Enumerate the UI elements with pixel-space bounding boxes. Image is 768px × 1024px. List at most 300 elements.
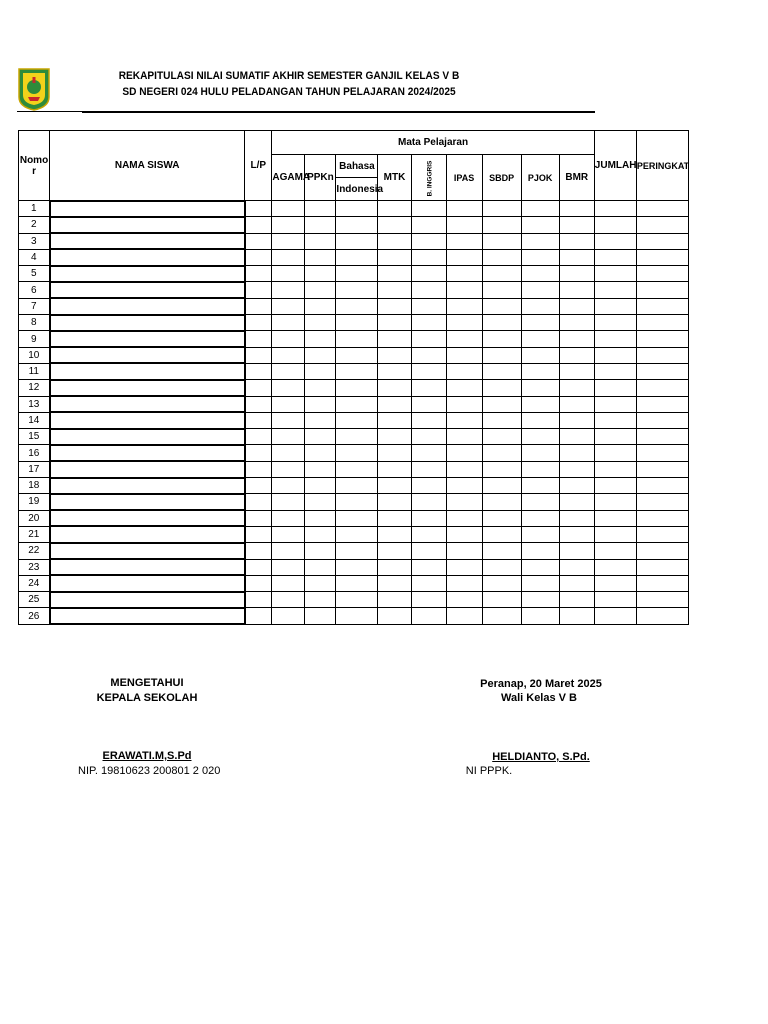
grade-cell — [411, 494, 446, 510]
row-number: 11 — [19, 363, 50, 379]
row-number: 8 — [19, 315, 50, 331]
grade-cell — [378, 217, 411, 233]
grade-cell — [482, 363, 521, 379]
header-jumlah: JUMLAH — [594, 131, 636, 201]
table-row — [19, 526, 689, 542]
table-row — [19, 315, 689, 331]
grade-cell — [636, 494, 688, 510]
grade-cell — [305, 461, 336, 477]
grade-cell — [245, 396, 272, 412]
grade-cell — [272, 266, 305, 282]
table-row — [19, 201, 689, 217]
grade-cell — [272, 494, 305, 510]
grade-cell — [636, 429, 688, 445]
table-row — [19, 266, 689, 282]
grade-cell — [336, 510, 378, 526]
grade-cell — [521, 526, 559, 542]
header-lp: L/P — [245, 131, 272, 201]
grade-cell — [482, 217, 521, 233]
grade-cell — [305, 331, 336, 347]
subject-bahasa-bottom: Indonesia — [336, 178, 378, 201]
table-row — [19, 282, 689, 298]
grade-cell — [559, 380, 594, 396]
student-name-cell — [50, 233, 245, 249]
grade-cell — [272, 412, 305, 428]
grade-cell — [446, 559, 482, 575]
grade-cell — [521, 298, 559, 314]
grade-cell — [305, 559, 336, 575]
grade-cell — [305, 282, 336, 298]
grade-cell — [245, 266, 272, 282]
grade-cell — [245, 494, 272, 510]
grade-cell — [521, 461, 559, 477]
grade-cell — [521, 510, 559, 526]
grade-cell — [521, 494, 559, 510]
grade-cell — [559, 347, 594, 363]
grade-cell — [559, 445, 594, 461]
row-number: 18 — [19, 478, 50, 494]
grade-cell — [521, 478, 559, 494]
grade-cell — [411, 575, 446, 591]
grade-cell — [272, 445, 305, 461]
grade-cell — [272, 233, 305, 249]
grade-cell — [636, 217, 688, 233]
grade-cell — [411, 233, 446, 249]
grade-cell — [411, 445, 446, 461]
table-row — [19, 396, 689, 412]
grade-cell — [272, 478, 305, 494]
grade-cell — [272, 559, 305, 575]
grade-cell — [559, 217, 594, 233]
grade-cell — [272, 396, 305, 412]
grade-cell — [411, 559, 446, 575]
right-signer-nip: NI PPPK. — [465, 765, 513, 777]
row-number: 22 — [19, 543, 50, 559]
grade-cell — [378, 526, 411, 542]
grade-cell — [559, 461, 594, 477]
student-name-cell — [50, 575, 245, 591]
table-row — [19, 233, 689, 249]
table-row — [19, 298, 689, 314]
grade-cell — [411, 380, 446, 396]
header-mata-pelajaran: Mata Pelajaran — [272, 131, 594, 155]
student-name-cell — [50, 478, 245, 494]
grade-cell — [521, 559, 559, 575]
grade-cell — [378, 478, 411, 494]
grades-table — [18, 130, 689, 625]
student-name-cell — [50, 461, 245, 477]
row-number: 14 — [19, 412, 50, 428]
grade-cell — [594, 559, 636, 575]
grade-cell — [594, 201, 636, 217]
table-row — [19, 592, 689, 608]
grade-cell — [446, 249, 482, 265]
grade-cell — [305, 608, 336, 624]
right-sign-line2: Wali Kelas V B — [500, 692, 577, 704]
grade-cell — [559, 526, 594, 542]
grade-cell — [594, 510, 636, 526]
grade-cell — [336, 445, 378, 461]
grade-cell — [559, 282, 594, 298]
grade-cell — [636, 461, 688, 477]
grade-cell — [446, 445, 482, 461]
grade-cell — [446, 478, 482, 494]
grade-cell — [559, 575, 594, 591]
grade-cell — [411, 347, 446, 363]
student-name-cell — [50, 543, 245, 559]
table-row — [19, 608, 689, 624]
grade-cell — [378, 331, 411, 347]
grade-cell — [378, 266, 411, 282]
row-number: 16 — [19, 445, 50, 461]
grade-cell — [636, 526, 688, 542]
grade-cell — [482, 266, 521, 282]
student-name-cell — [50, 347, 245, 363]
student-name-cell — [50, 608, 245, 624]
grade-cell — [594, 233, 636, 249]
grade-cell — [482, 494, 521, 510]
grade-cell — [245, 380, 272, 396]
grade-cell — [482, 249, 521, 265]
table-row — [19, 543, 689, 559]
grade-cell — [411, 217, 446, 233]
grade-cell — [336, 233, 378, 249]
grade-cell — [411, 298, 446, 314]
grade-cell — [305, 494, 336, 510]
grade-cell — [336, 575, 378, 591]
grade-cell — [521, 396, 559, 412]
subject-b-inggris-label: B. INGGRIS — [425, 160, 433, 197]
student-name-cell — [50, 201, 245, 217]
grade-cell — [636, 575, 688, 591]
grade-cell — [482, 315, 521, 331]
grade-cell — [446, 526, 482, 542]
student-name-cell — [50, 526, 245, 542]
grade-cell — [521, 363, 559, 379]
grade-cell — [245, 233, 272, 249]
grade-cell — [446, 233, 482, 249]
grade-cell — [305, 526, 336, 542]
grade-cell — [411, 201, 446, 217]
table-row — [19, 217, 689, 233]
grade-cell — [594, 412, 636, 428]
grade-cell — [305, 412, 336, 428]
grade-cell — [482, 526, 521, 542]
student-name-cell — [50, 494, 245, 510]
grade-cell — [378, 233, 411, 249]
grade-cell — [245, 461, 272, 477]
table-row — [19, 412, 689, 428]
grade-cell — [411, 510, 446, 526]
grade-cell — [305, 347, 336, 363]
row-number: 5 — [19, 266, 50, 282]
grade-cell — [411, 315, 446, 331]
grade-cell — [336, 315, 378, 331]
grade-cell — [594, 380, 636, 396]
grade-cell — [305, 380, 336, 396]
grade-cell — [636, 201, 688, 217]
grade-cell — [305, 592, 336, 608]
grade-cell — [594, 315, 636, 331]
grade-cell — [245, 559, 272, 575]
grade-cell — [446, 201, 482, 217]
grade-cell — [245, 347, 272, 363]
grade-cell — [272, 429, 305, 445]
grade-cell — [482, 396, 521, 412]
grade-cell — [594, 429, 636, 445]
table-row — [19, 249, 689, 265]
grade-cell — [245, 249, 272, 265]
grade-cell — [521, 380, 559, 396]
table-row — [19, 559, 689, 575]
grade-cell — [594, 347, 636, 363]
subject-sbdp: SBDP — [482, 155, 521, 201]
grade-cell — [559, 249, 594, 265]
grade-cell — [378, 608, 411, 624]
grade-cell — [245, 363, 272, 379]
student-name-cell — [50, 510, 245, 526]
grade-cell — [482, 592, 521, 608]
grade-cell — [245, 429, 272, 445]
grade-cell — [378, 575, 411, 591]
grade-cell — [336, 363, 378, 379]
subject-agama: AGAMA — [272, 155, 305, 201]
grade-cell — [594, 298, 636, 314]
grade-cell — [378, 412, 411, 428]
row-number: 2 — [19, 217, 50, 233]
grade-cell — [594, 396, 636, 412]
grade-cell — [482, 233, 521, 249]
grade-cell — [411, 249, 446, 265]
student-name-cell — [50, 249, 245, 265]
subject-ppkn: PPKn — [305, 155, 336, 201]
grade-cell — [272, 608, 305, 624]
grade-cell — [305, 478, 336, 494]
grade-cell — [336, 266, 378, 282]
grade-cell — [336, 559, 378, 575]
grade-cell — [594, 494, 636, 510]
grade-cell — [411, 592, 446, 608]
grade-cell — [272, 575, 305, 591]
grade-cell — [411, 363, 446, 379]
table-row — [19, 429, 689, 445]
grade-cell — [636, 478, 688, 494]
document-title: REKAPITULASI NILAI SUMATIF AKHIR SEMESTER GANJIL KELAS V B — [118, 70, 460, 82]
grade-cell — [636, 331, 688, 347]
grade-cell — [446, 461, 482, 477]
subject-b-inggris — [411, 155, 446, 201]
grade-cell — [245, 315, 272, 331]
grade-cell — [378, 315, 411, 331]
grade-cell — [378, 396, 411, 412]
subject-mtk: MTK — [378, 155, 411, 201]
grade-cell — [305, 217, 336, 233]
grade-cell — [245, 282, 272, 298]
grade-cell — [305, 266, 336, 282]
grade-cell — [482, 331, 521, 347]
row-number: 21 — [19, 526, 50, 542]
header-underline — [82, 111, 595, 113]
grade-cell — [446, 412, 482, 428]
student-name-cell — [50, 217, 245, 233]
grade-cell — [378, 249, 411, 265]
grade-cell — [559, 298, 594, 314]
grade-cell — [272, 331, 305, 347]
grade-cell — [636, 559, 688, 575]
grade-cell — [336, 592, 378, 608]
grade-cell — [411, 396, 446, 412]
grade-cell — [245, 217, 272, 233]
grade-cell — [245, 608, 272, 624]
row-number: 24 — [19, 575, 50, 591]
row-number: 15 — [19, 429, 50, 445]
grade-cell — [521, 347, 559, 363]
student-name-cell — [50, 559, 245, 575]
grade-cell — [378, 559, 411, 575]
grade-cell — [411, 282, 446, 298]
table-row — [19, 494, 689, 510]
subject-bmr: BMR — [559, 155, 594, 201]
grade-cell — [446, 347, 482, 363]
grade-cell — [636, 233, 688, 249]
grade-cell — [305, 201, 336, 217]
grade-cell — [272, 592, 305, 608]
grade-cell — [245, 543, 272, 559]
grade-cell — [305, 429, 336, 445]
grade-cell — [446, 363, 482, 379]
grade-cell — [482, 543, 521, 559]
row-number: 12 — [19, 380, 50, 396]
grade-cell — [636, 380, 688, 396]
grade-cell — [482, 201, 521, 217]
grade-cell — [521, 429, 559, 445]
student-name-cell — [50, 396, 245, 412]
grade-cell — [521, 592, 559, 608]
left-signer-nip: NIP. 19810623 200801 2 020 — [78, 765, 221, 777]
grade-cell — [446, 494, 482, 510]
row-number: 1 — [19, 201, 50, 217]
table-row — [19, 363, 689, 379]
grade-cell — [559, 510, 594, 526]
grade-cell — [411, 331, 446, 347]
grade-cell — [636, 249, 688, 265]
table-row — [19, 380, 689, 396]
grade-cell — [411, 608, 446, 624]
grade-cell — [559, 233, 594, 249]
table-row — [19, 445, 689, 461]
grade-cell — [559, 559, 594, 575]
row-number: 25 — [19, 592, 50, 608]
grade-cell — [446, 282, 482, 298]
grade-cell — [378, 461, 411, 477]
grade-cell — [336, 608, 378, 624]
crest-logo — [17, 67, 51, 111]
grade-cell — [336, 298, 378, 314]
grade-cell — [521, 266, 559, 282]
grade-cell — [521, 575, 559, 591]
grade-cell — [245, 478, 272, 494]
grade-cell — [482, 510, 521, 526]
grade-cell — [559, 331, 594, 347]
grade-cell — [245, 526, 272, 542]
grade-cell — [446, 608, 482, 624]
subject-pjok: PJOK — [521, 155, 559, 201]
left-sign-line1: MENGETAHUI — [110, 677, 184, 689]
grade-cell — [336, 429, 378, 445]
grade-cell — [521, 217, 559, 233]
student-name-cell — [50, 380, 245, 396]
grade-cell — [411, 526, 446, 542]
grade-cell — [336, 249, 378, 265]
grade-cell — [245, 575, 272, 591]
row-number: 20 — [19, 510, 50, 526]
grade-cell — [446, 315, 482, 331]
grade-cell — [559, 494, 594, 510]
row-number: 26 — [19, 608, 50, 624]
grade-cell — [272, 315, 305, 331]
grade-cell — [594, 478, 636, 494]
row-number: 9 — [19, 331, 50, 347]
grade-cell — [272, 510, 305, 526]
grade-cell — [305, 249, 336, 265]
grade-cell — [636, 363, 688, 379]
grade-cell — [446, 543, 482, 559]
grade-cell — [411, 429, 446, 445]
grade-cell — [482, 412, 521, 428]
row-number: 23 — [19, 559, 50, 575]
grade-cell — [272, 363, 305, 379]
grade-cell — [305, 315, 336, 331]
row-number: 17 — [19, 461, 50, 477]
grade-cell — [378, 347, 411, 363]
grade-cell — [272, 249, 305, 265]
grade-cell — [336, 282, 378, 298]
grade-cell — [411, 266, 446, 282]
grade-cell — [305, 510, 336, 526]
grade-cell — [305, 363, 336, 379]
grade-cell — [594, 592, 636, 608]
grade-cell — [378, 298, 411, 314]
grade-cell — [521, 608, 559, 624]
grade-cell — [636, 445, 688, 461]
grade-cell — [521, 331, 559, 347]
grade-cell — [482, 380, 521, 396]
student-name-cell — [50, 298, 245, 314]
grade-cell — [305, 233, 336, 249]
grade-cell — [378, 201, 411, 217]
grade-cell — [378, 429, 411, 445]
grade-cell — [446, 396, 482, 412]
grade-cell — [636, 510, 688, 526]
grade-cell — [594, 331, 636, 347]
grade-cell — [521, 282, 559, 298]
row-number: 4 — [19, 249, 50, 265]
grade-cell — [245, 201, 272, 217]
grade-cell — [482, 445, 521, 461]
grade-cell — [336, 201, 378, 217]
grade-cell — [245, 298, 272, 314]
grade-cell — [305, 396, 336, 412]
grade-cell — [482, 347, 521, 363]
right-signer-name: HELDIANTO, S.Pd. — [492, 751, 590, 763]
grade-cell — [521, 201, 559, 217]
row-number: 19 — [19, 494, 50, 510]
grade-cell — [594, 575, 636, 591]
subject-ipas: IPAS — [446, 155, 482, 201]
grade-cell — [336, 478, 378, 494]
grade-cell — [446, 217, 482, 233]
grade-cell — [245, 510, 272, 526]
